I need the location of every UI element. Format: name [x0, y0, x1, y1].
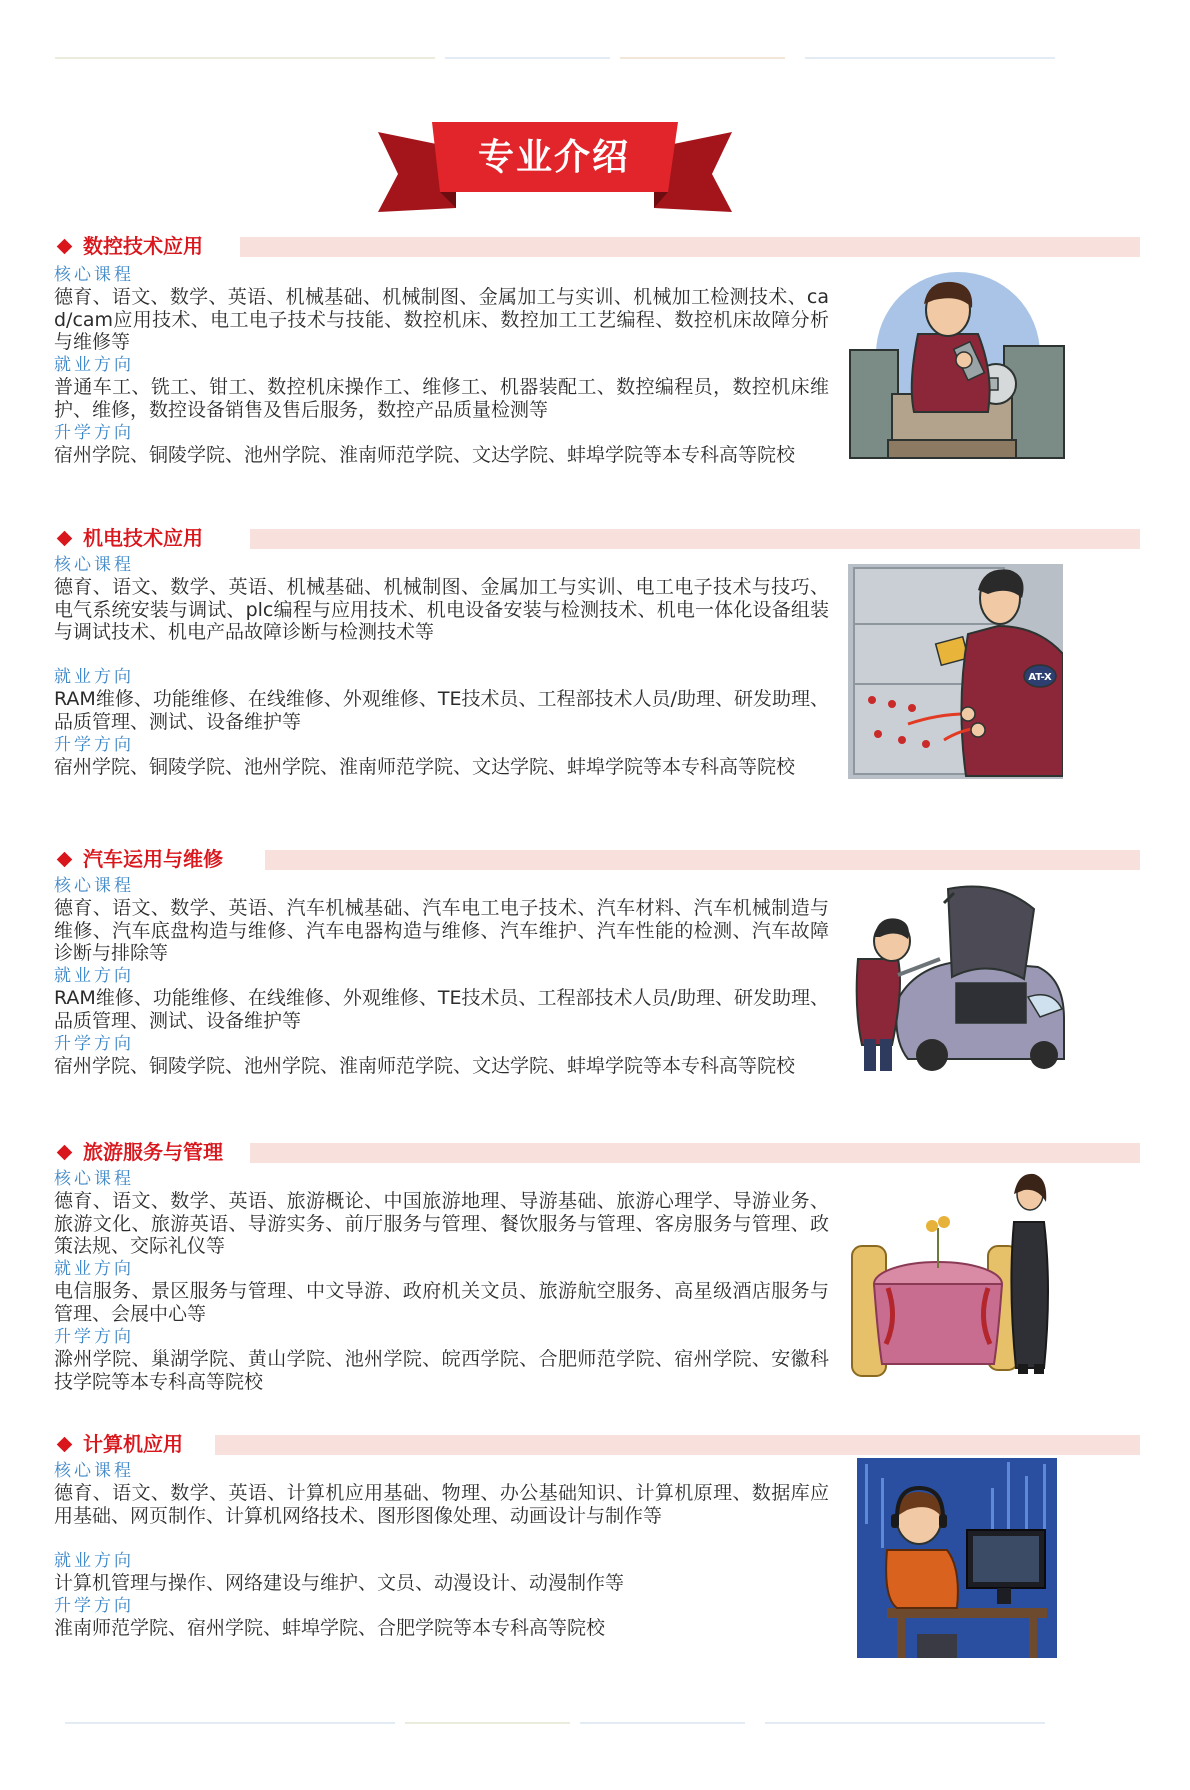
diamond-icon [57, 852, 73, 868]
section-mechatronics [0, 524, 1190, 814]
further-study-label: 升学方向 [54, 1034, 134, 1054]
further-study-text: 宿州学院、铜陵学院、池州学院、淮南师范学院、文达学院、蚌埠学院等本专科高等院校 [54, 756, 796, 778]
diamond-icon [57, 1145, 73, 1161]
employment-text: 普通车工、铣工、钳工、数控机床操作工、维修工、机器装配工、数控编程员，数控机床维护、维修，数控设备销售及售后服务，数控产品质量检测等 [54, 376, 829, 421]
heading-ribbon [0, 0, 1190, 230]
core-courses-label: 核心课程 [54, 555, 134, 575]
further-study-label: 升学方向 [54, 1596, 134, 1616]
bottom-divider-2 [405, 1722, 570, 1724]
bottom-divider-4 [765, 1722, 1045, 1724]
further-study-text: 滁州学院、巢湖学院、黄山学院、池州学院、皖西学院、合肥师范学院、宿州学院、安徽科技学院等本专科高等院校 [54, 1348, 829, 1393]
employment-text: RAM维修、功能维修、在线维修、外观维修、TE技术员、工程部技术人员/助理、研发助理、品质管理、测试、设备维护等 [54, 987, 829, 1032]
section-tourism [0, 1138, 1190, 1418]
page-heading: 专业介绍 [477, 136, 630, 178]
diamond-icon [57, 531, 73, 547]
further-study-text: 淮南师范学院、宿州学院、蚌埠学院、合肥学院等本专科高等院校 [54, 1617, 606, 1639]
section-title: 旅游服务与管理 [83, 1140, 223, 1164]
section-header [55, 524, 1140, 552]
core-courses-text: 德育、语文、数学、英语、旅游概论、中国旅游地理、导游基础、旅游心理学、导游业务、旅游文化、旅游英语、导游实务、前厅服务与管理、餐饮服务与管理、客房服务与管理、政策法规、交际礼仪等 [54, 1190, 829, 1258]
section-header [55, 1430, 1140, 1458]
section-title: 机电技术应用 [83, 526, 203, 550]
bottom-divider-1 [65, 1722, 395, 1724]
employment-label: 就业方向 [54, 966, 134, 986]
core-courses-text: 德育、语文、数学、英语、机械基础、机械制图、金属加工与实训、电工电子技术与技巧、电气系统安装与调试、plc编程与应用技术、机电设备安装与检测技术、机电一体化设备组装与调试技术、机电产品故障诊断与检测技术等 [54, 576, 829, 644]
employment-label: 就业方向 [54, 667, 134, 687]
further-study-text: 宿州学院、铜陵学院、池州学院、淮南师范学院、文达学院、蚌埠学院等本专科高等院校 [54, 444, 796, 466]
section-header [55, 845, 1140, 873]
section-title: 汽车运用与维修 [83, 847, 223, 871]
hospitality-illustration [848, 1168, 1063, 1380]
core-courses-label: 核心课程 [54, 1461, 134, 1481]
section-cnc [0, 232, 1190, 502]
employment-text: 电信服务、景区服务与管理、中文导游、政府机关文员、旅游航空服务、高星级酒店服务与管理、会展中心等 [54, 1280, 829, 1325]
section-header-bar [215, 1435, 1140, 1455]
core-courses-text: 德育、语文、数学、英语、汽车机械基础、汽车电工电子技术、汽车材料、汽车机械制造与维修、汽车底盘构造与维修、汽车电器构造与维修、汽车维护、汽车性能的检测、汽车故障诊断与排除等 [54, 897, 829, 965]
section-header-bar [265, 850, 1140, 870]
bottom-divider-3 [580, 1722, 745, 1724]
core-courses-label: 核心课程 [54, 265, 134, 285]
section-header [55, 1138, 1140, 1166]
employment-label: 就业方向 [54, 1551, 134, 1571]
employment-text: 计算机管理与操作、网络建设与维护、文员、动漫设计、动漫制作等 [54, 1572, 625, 1594]
car-mechanic-illustration [848, 879, 1068, 1075]
section-computer [0, 1430, 1190, 1690]
section-header-bar [250, 1143, 1140, 1163]
section-title: 数控技术应用 [83, 234, 203, 258]
badge-text: AT-X [1028, 672, 1052, 683]
section-automotive [0, 845, 1190, 1115]
employment-label: 就业方向 [54, 1259, 134, 1279]
section-header-bar [240, 237, 1140, 257]
core-courses-label: 核心课程 [54, 1169, 134, 1189]
core-courses-text: 德育、语文、数学、英语、计算机应用基础、物理、办公基础知识、计算机原理、数据库应用基础、网页制作、计算机网络技术、图形图像处理、动画设计与制作等 [54, 1482, 829, 1527]
machinist-illustration [848, 264, 1068, 464]
electrician-illustration [848, 564, 1063, 779]
section-header-bar [250, 529, 1140, 549]
further-study-label: 升学方向 [54, 423, 134, 443]
diamond-icon [57, 239, 73, 255]
diamond-icon [57, 1437, 73, 1453]
further-study-text: 宿州学院、铜陵学院、池州学院、淮南师范学院、文达学院、蚌埠学院等本专科高等院校 [54, 1055, 796, 1077]
section-header [55, 232, 1140, 260]
employment-label: 就业方向 [54, 355, 134, 375]
further-study-label: 升学方向 [54, 735, 134, 755]
core-courses-text: 德育、语文、数学、英语、机械基础、机械制图、金属加工与实训、机械加工检测技术、cad/cam应用技术、电工电子技术与技能、数控机床、数控加工工艺编程、数控机床故障分析与维修等 [54, 286, 829, 354]
further-study-label: 升学方向 [54, 1327, 134, 1347]
section-title: 计算机应用 [83, 1432, 183, 1456]
computer-user-illustration [857, 1458, 1057, 1658]
employment-text: RAM维修、功能维修、在线维修、外观维修、TE技术员、工程部技术人员/助理、研发助理、品质管理、测试、设备维护等 [54, 688, 829, 733]
core-courses-label: 核心课程 [54, 876, 134, 896]
